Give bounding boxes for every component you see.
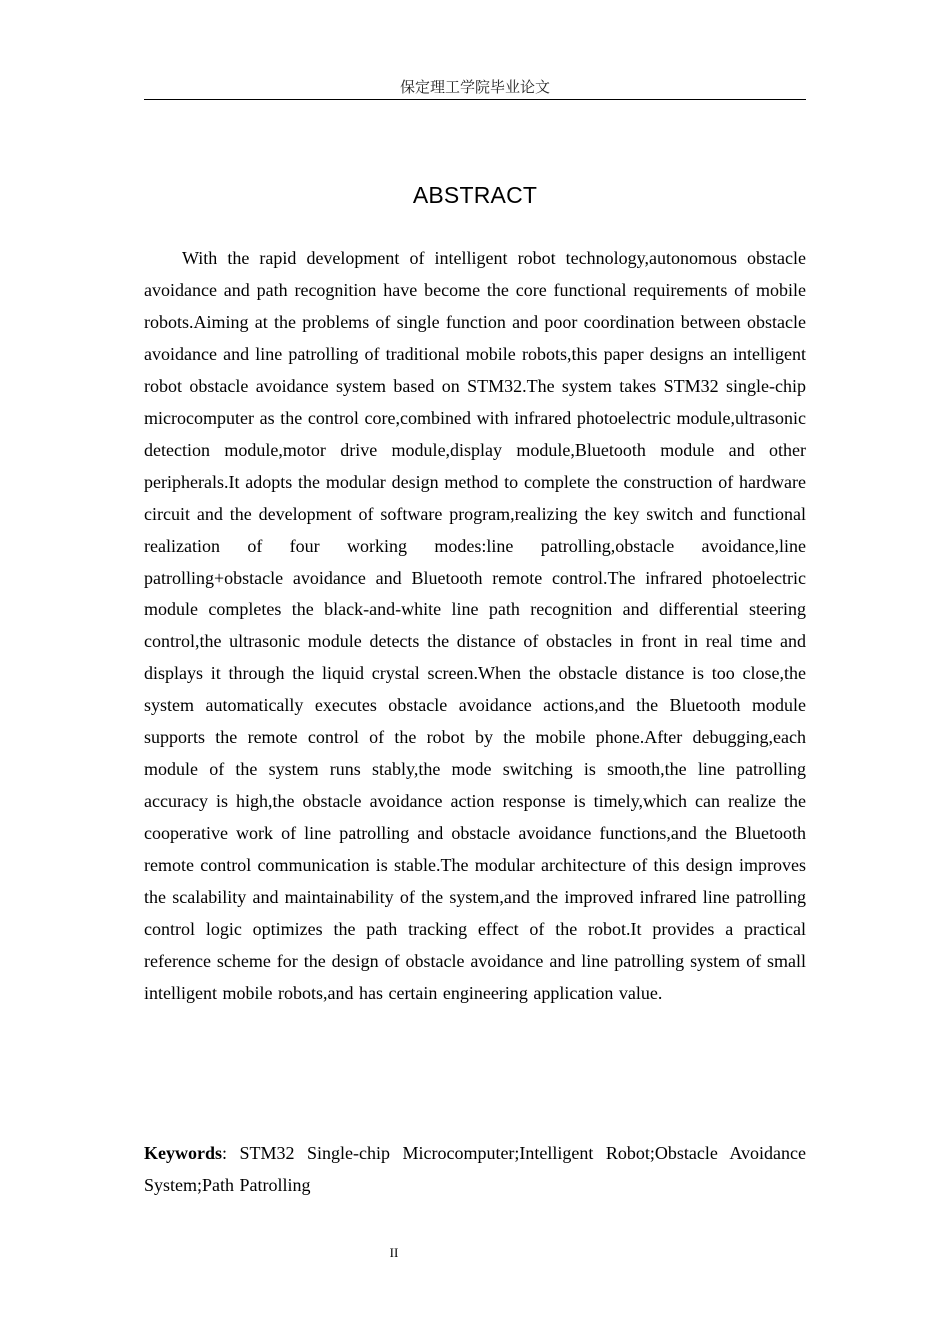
keywords-text: STM32 Single-chip Microcomputer;Intelligent Robot;Obstacle Avoidance System;Path Patrolling [144, 1143, 806, 1195]
abstract-body: With the rapid development of intelligent robot technology,autonomous obstacle avoidance and path recognition have become the core functional requirements of mobile robots.Aiming at the problems of single function and poor coordination between obstacle avoidance and line patrolling of traditional mobile robots,this paper designs an intelligent robot obstacle avoidance system based on STM32.The system takes STM32 single-chip microcomputer as the control core,combined with infrared photoelectric module,ultrasonic detection module,motor drive module,display module,Bluetooth module and other peripherals.It adopts the modular design method to complete the construction of hardware circuit and the development of software program,realizing the key switch and functional realization of four working modes:line patrolling,obstacle avoidance,line patrolling+obstacle avoidance and Bluetooth remote control.The infrared photoelectric module completes the black-and-white line path recognition and differential steering control,the ultrasonic module detects the distance of obstacles in front in real time and displays it through the liquid crystal screen.When the obstacle distance is too close,the system automatically executes obstacle avoidance actions,and the Bluetooth module supports the remote control of the robot by the mobile phone.After debugging,each module of the system runs stably,the mode switching is smooth,the line patrolling accuracy is high,the obstacle avoidance action response is timely,which can realize the cooperative work of line patrolling and obstacle avoidance functions,and the Bluetooth remote control communication is stable.The modular architecture of this design improves the scalability and maintainability of the system,and the improved infrared line patrolling control logic optimizes the path tracking effect of the robot.It provides a practical reference scheme for the design of obstacle avoidance and line patrolling system of small intelligent mobile robots,and has certain engineering application value. [144, 248, 806, 1003]
keywords-separator: : [222, 1143, 228, 1163]
running-header: 保定理工学院毕业论文 [399, 78, 550, 96]
keywords-label: Keywords [144, 1143, 222, 1163]
page-number: II [389, 1245, 399, 1260]
abstract-title: ABSTRACT [412, 182, 538, 208]
keywords-paragraph [144, 1137, 806, 1201]
header-divider [144, 99, 806, 100]
